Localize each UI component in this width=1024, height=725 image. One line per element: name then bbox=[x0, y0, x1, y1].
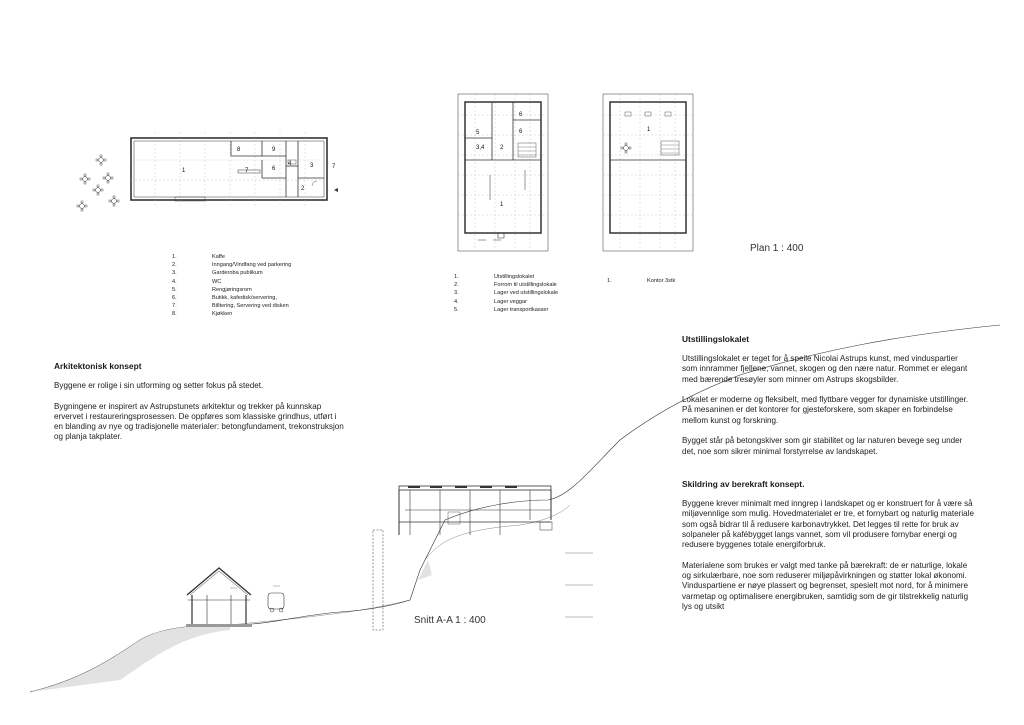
legend-label: Kjøkken bbox=[212, 311, 233, 318]
legend-label: Kaffe bbox=[212, 254, 225, 260]
exhibition-description-paragraph: Bygget står på betongskiver som gir stabilitet og lar naturen bevege seg under det, noe som sikrer minimal forstyrrelse av landskapet. bbox=[682, 436, 963, 456]
mezzanine-seating-icon bbox=[621, 143, 631, 153]
section-cafe-building bbox=[186, 568, 284, 627]
room-number: 8 bbox=[237, 147, 241, 153]
legend-number: 3. bbox=[172, 270, 177, 277]
legend-number: 1. bbox=[454, 274, 459, 280]
room-number: 3,4 bbox=[476, 145, 485, 151]
legend-item bbox=[454, 289, 558, 297]
architectural-concept-paragraph: Bygningene er inspirert av Astrupstunets arkitektur og trekker på kunnskap ervervet i restaureringsprosessen. De oppføres som klassiske grindhus, utført i en blanding av nye og tradisjonelle materialer: betongfundament, trekonstruksjon og planja takplater. bbox=[54, 401, 344, 442]
exhibition-description-block bbox=[682, 334, 974, 467]
exhibition-description-heading: Utstillingslokalet bbox=[682, 334, 750, 344]
exhibition-description-paragraph: Lokalet er moderne og fleksibelt, med flyttbare vegger for dynamiske utstillinger. På mesaninen er det kontorer for gjesteforskere, som skaper en forbindelse mellom kunst og forskning. bbox=[682, 395, 969, 425]
legend-number: 2. bbox=[172, 262, 177, 269]
legend-item bbox=[454, 298, 558, 306]
legend-number: 3. bbox=[454, 290, 459, 297]
legend-item bbox=[172, 286, 291, 294]
legend-number: 5. bbox=[454, 306, 459, 313]
room-number: 4 bbox=[288, 161, 292, 167]
legend-label: Inngang/Vindfang ved parkering bbox=[212, 262, 292, 269]
plan-mezzanine-legend bbox=[607, 277, 675, 285]
legend-item bbox=[172, 278, 291, 286]
plan-cafe-drawing bbox=[131, 132, 338, 206]
legend-label: Garderoba publikum bbox=[212, 270, 263, 277]
room-number: 6 bbox=[519, 112, 523, 118]
legend-item bbox=[172, 269, 291, 277]
legend-label: Lager ved utstillingslokale bbox=[494, 290, 559, 297]
plan-cafe-legend bbox=[172, 253, 291, 319]
legend-number: 7. bbox=[172, 303, 177, 310]
legend-item bbox=[172, 294, 291, 302]
room-number: 7 bbox=[245, 168, 249, 174]
legend-item bbox=[454, 281, 558, 289]
room-number: 2 bbox=[301, 186, 305, 192]
legend-number: 1. bbox=[607, 278, 612, 284]
legend-item bbox=[454, 273, 558, 281]
legend-number: 2. bbox=[454, 282, 459, 289]
legend-item bbox=[454, 306, 558, 314]
legend-item bbox=[172, 253, 291, 261]
legend-number: 1. bbox=[172, 254, 177, 260]
legend-item bbox=[607, 277, 675, 285]
architectural-concept-block bbox=[54, 361, 344, 453]
sustainability-heading: Skildring av berekraft konsept. bbox=[682, 479, 805, 489]
legend-label: Lager transportkasser bbox=[494, 306, 549, 313]
legend-label: Utstillingslokalet bbox=[494, 274, 535, 280]
room-number: 1 bbox=[182, 168, 186, 174]
level-markers bbox=[565, 553, 593, 617]
room-number: 9 bbox=[272, 147, 276, 153]
legend-item bbox=[172, 310, 291, 318]
legend-label: Butikk, kafedisk/servering, bbox=[212, 295, 277, 302]
legend-label: Rengjøringsrom bbox=[212, 286, 252, 293]
plan-exhibition-drawing bbox=[458, 94, 548, 251]
legend-number: 4. bbox=[454, 298, 459, 305]
legend-label: Kontor 3stk bbox=[647, 278, 676, 284]
plan-mezzanine-drawing bbox=[603, 94, 693, 251]
legend-number: 6. bbox=[172, 295, 177, 302]
sustainability-paragraph: Materialene som brukes er valgt med tanke på bærekraft: de er naturlige, lokale og sirkulærbare, noe som reduserer miljøpåvirkningen og støtter lokal økonomi. Vinduspartiene er nøye plassert og begrenset, spesielt mot nord, for å minimere varmetap og optimalisere energibruken, samtidig som de gir tilstrekkelig naturlig lys og utsikt bbox=[682, 560, 969, 611]
legend-item bbox=[172, 261, 291, 269]
legend-label: Lager veggar bbox=[494, 298, 527, 305]
room-number: 7 bbox=[332, 164, 336, 170]
legend-label: Forrom til utstillingslokale bbox=[494, 282, 557, 289]
outdoor-seating-icon bbox=[77, 155, 119, 211]
room-number: 3 bbox=[310, 163, 314, 169]
legend-number: 4. bbox=[172, 278, 177, 285]
room-number: 1 bbox=[647, 127, 651, 133]
architectural-concept-heading: Arkitektonisk konsept bbox=[54, 361, 142, 371]
legend-label: WC bbox=[212, 278, 222, 285]
sustainability-block bbox=[682, 479, 974, 623]
sustainability-paragraph: Byggene krever minimalt med inngrep i landskapet og er konstruert for å være så miljøvennlige som mulig. Hovedmaterialet er tre, et fornybart og naturlig materiale som også bidrar til å redusere karbonavtrykket. Det legges til rette for bruk av solpaneler på kafébygget langs vannet, som vil produsere fornybar energi og redusere byggenes totale energiforbruk. bbox=[682, 499, 974, 550]
section-scale-caption: Snitt A-A 1 : 400 bbox=[414, 615, 486, 626]
room-number: 6 bbox=[272, 166, 276, 172]
exhibition-description-paragraph: Utstillingslokalet er teget for å speile Nicolai Astrups kunst, med vinduspartier som innrammer fjellene, vannet, skogen og den nære natur. Rommet er elegant med bærende tresøyler som minner om Astrups skogsbilder. bbox=[682, 354, 968, 384]
plan-scale-caption: Plan 1 : 400 bbox=[750, 243, 804, 254]
room-number: 2 bbox=[500, 145, 504, 151]
legend-number: 8. bbox=[172, 311, 177, 318]
plan-exhibition-legend bbox=[454, 273, 558, 314]
section-exhibition-building bbox=[373, 486, 552, 630]
architectural-concept-paragraph: Byggene er rolige i sin utforming og setter fokus på stedet. bbox=[54, 381, 264, 390]
legend-number: 5. bbox=[172, 286, 177, 293]
room-number: 1 bbox=[500, 202, 504, 208]
legend-item bbox=[172, 302, 291, 310]
room-number: 6 bbox=[519, 129, 523, 135]
room-number: 5 bbox=[476, 130, 480, 136]
legend-label: Billtering, Servering ved disken bbox=[212, 303, 289, 310]
